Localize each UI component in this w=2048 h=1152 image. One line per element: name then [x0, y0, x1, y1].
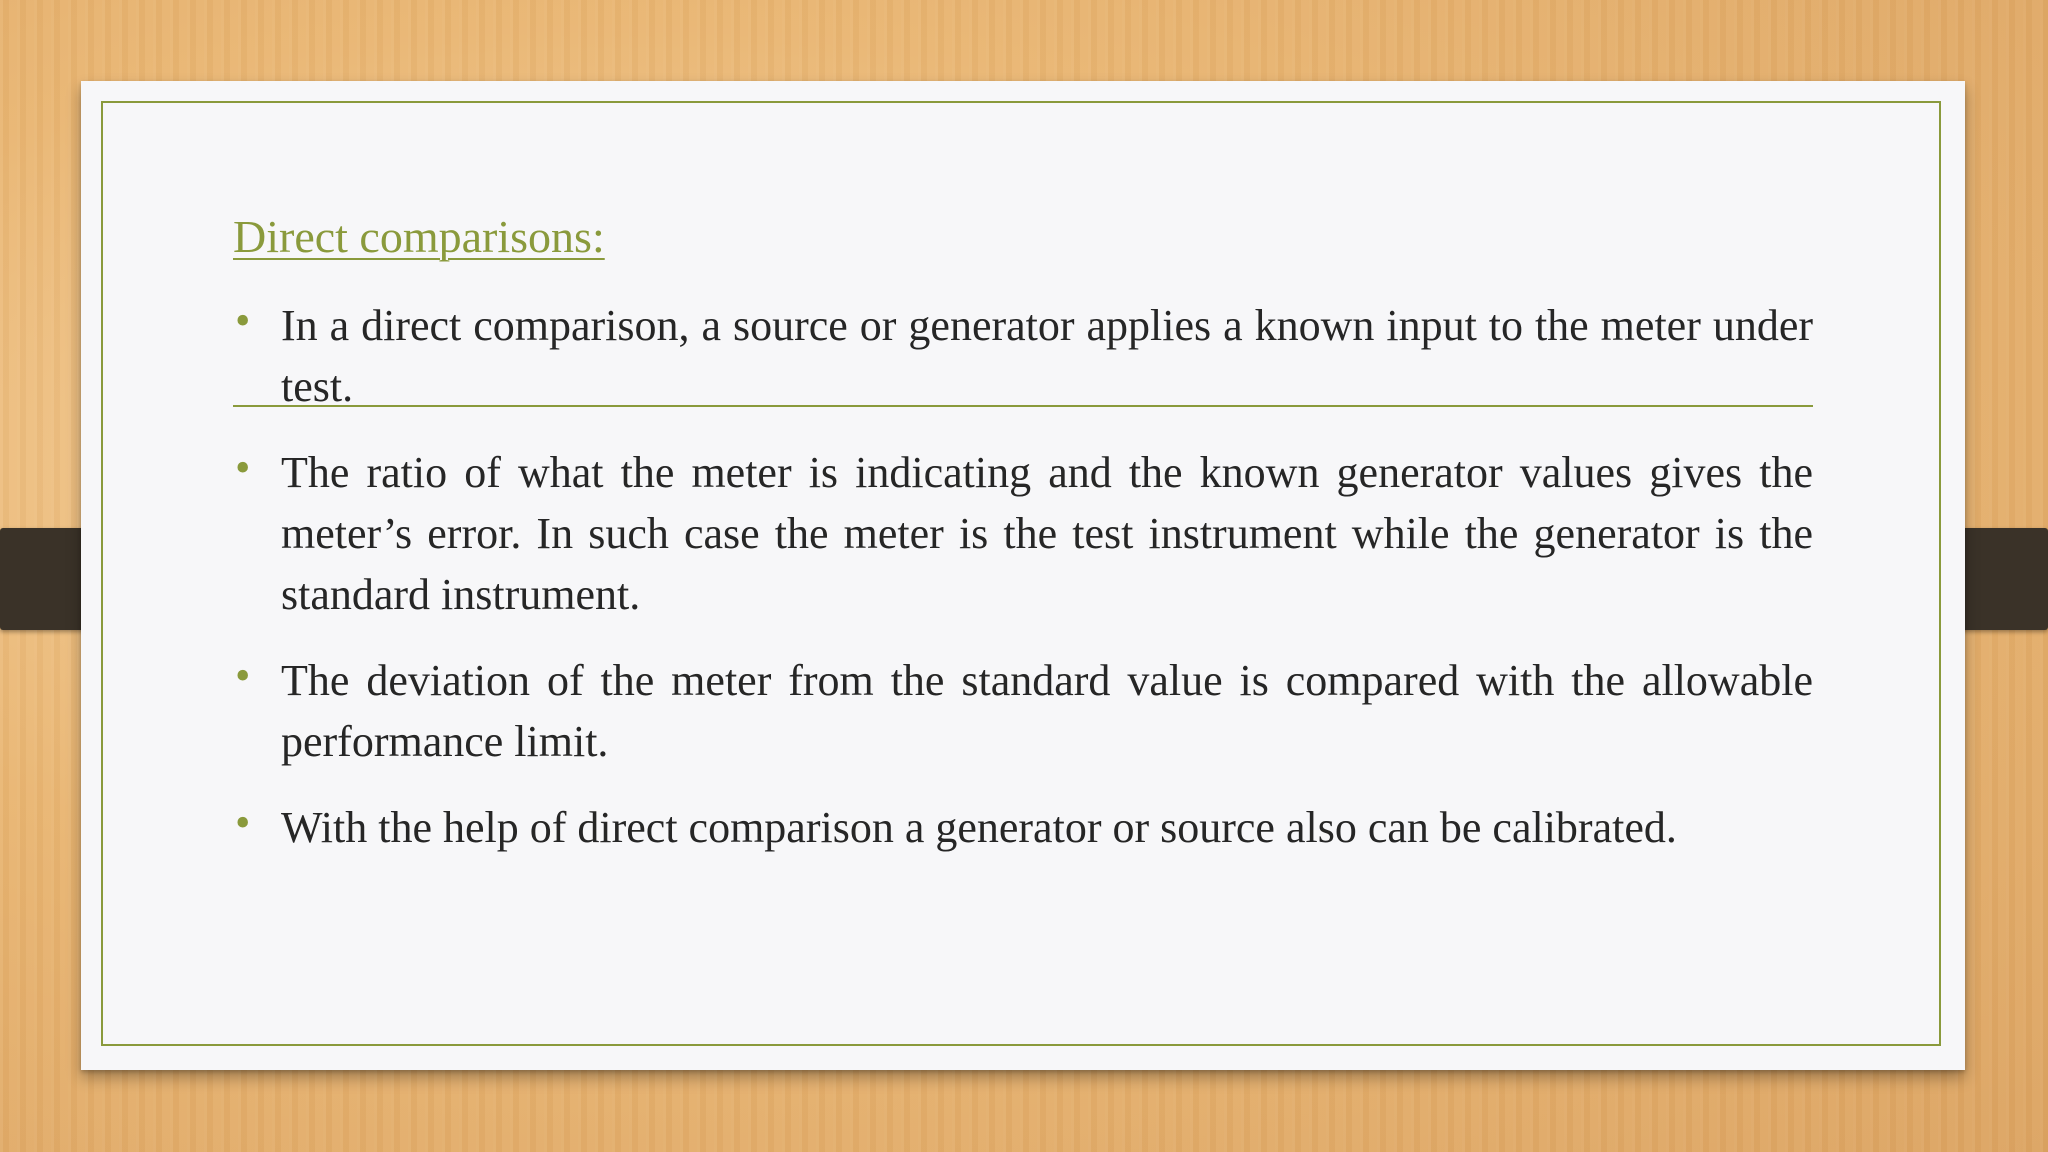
bullet-text: The ratio of what the meter is indicating and the known generator values gives the meter’s error. In such case the meter is the test instrument while the generator is the standard instrument. [281, 448, 1813, 619]
bullet-text: In a direct comparison, a source or generator applies a known input to the meter under test. [281, 301, 1813, 411]
bullet-text: With the help of direct comparison a generator or source also can be calibrated. [281, 803, 1677, 852]
bullet-dot-icon: • [235, 798, 251, 847]
bullet-dot-icon: • [235, 651, 251, 700]
bullet-dot-icon: • [235, 443, 251, 492]
bullet-underline-rule [233, 405, 1813, 407]
bullet-item [233, 442, 1813, 625]
slide-card [81, 81, 1965, 1070]
slide-heading: Direct comparisons: [233, 211, 605, 262]
bullet-item [233, 797, 1813, 858]
bullet-text: The deviation of the meter from the standard value is compared with the allowable performance limit. [281, 656, 1813, 766]
bullet-list [233, 295, 1813, 883]
bullet-item [233, 295, 1813, 417]
bullet-item [233, 650, 1813, 772]
bullet-dot-icon: • [235, 296, 251, 345]
